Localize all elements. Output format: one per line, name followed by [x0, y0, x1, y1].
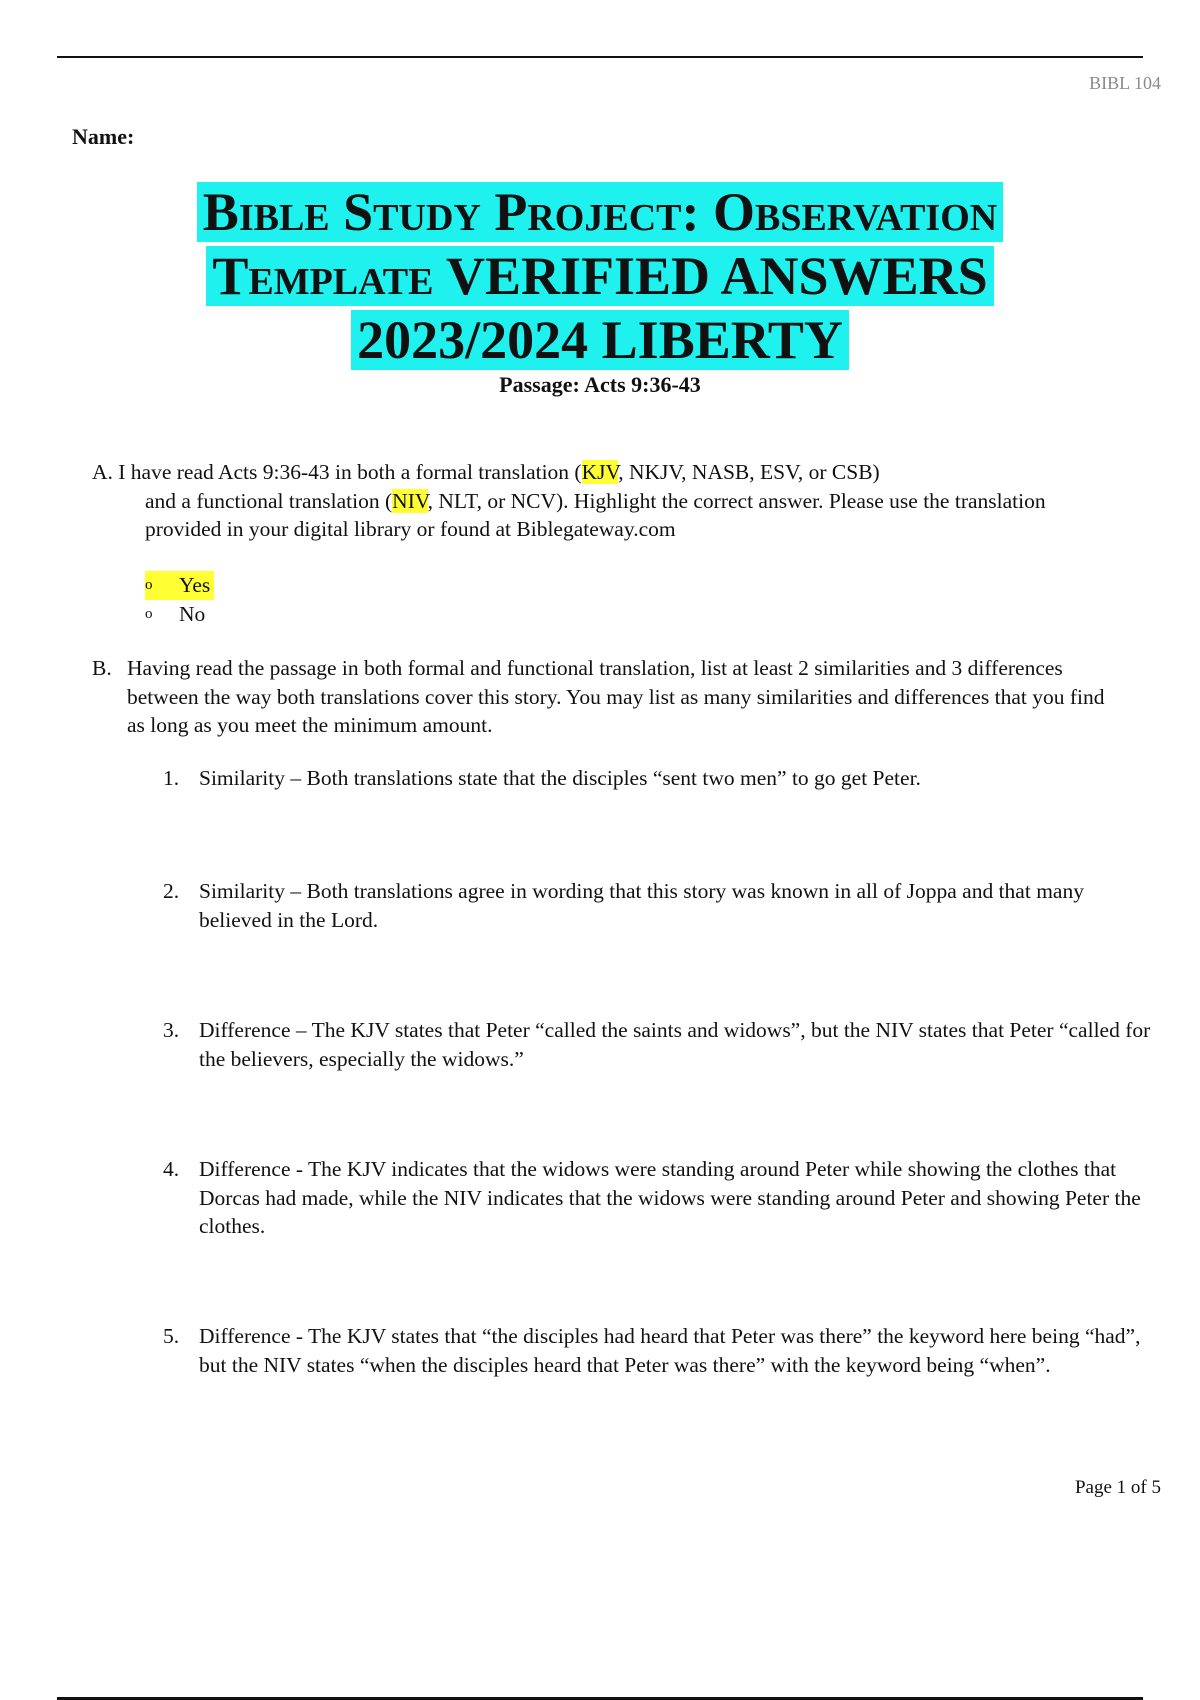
list-item-text: Similarity – Both translations state that the disciples “sent two men” to go get Peter.: [199, 766, 921, 790]
section-a-text: , NKJV, NASB, ESV, or CSB): [618, 460, 880, 484]
list-item: [163, 764, 1158, 793]
list-item-text: Difference - The KJV indicates that the widows were standing around Peter while showing the clothes that Dorcas had made, while the NIV indicates that the widows were standing around Peter and showing Peter the clothes.: [199, 1157, 1141, 1238]
list-item: [163, 1016, 1158, 1073]
answer-options: [145, 568, 214, 629]
option-label: Yes: [179, 573, 211, 597]
page-number: Page 1 of 5: [1074, 1477, 1161, 1498]
document-title: [100, 180, 1100, 372]
title-highlight: [197, 182, 1003, 370]
course-code: BIBL 104: [1089, 73, 1161, 93]
section-b-text: Having read the passage in both formal and functional translation, list at least 2 similarities and 3 differences between the way both translations cover this story. You may list as many similarities and differences that you find as long as you meet the minimum amount.: [127, 656, 1105, 737]
title-word: Observation: [712, 182, 998, 242]
list-item: [163, 877, 1158, 934]
title-word: Study: [343, 182, 481, 242]
top-rule: [57, 56, 1143, 58]
title-year: 2023/2024 LIBERTY: [357, 310, 843, 370]
section-a: [92, 458, 1092, 544]
section-a-continuation: [92, 487, 1092, 544]
section-b-marker: B.: [92, 656, 112, 680]
bullet-icon: o: [145, 577, 153, 593]
title-verified: VERIFIED ANSWERS: [446, 246, 988, 306]
list-item-number: 4.: [163, 1157, 180, 1181]
list-item: [163, 1155, 1158, 1241]
list-item-number: 3.: [163, 1018, 180, 1042]
section-b: [92, 654, 1122, 740]
section-a-text: A. I have read Acts 9:36-43 in both a formal translation (: [92, 460, 582, 484]
section-a-first-line: [92, 458, 1092, 487]
highlight-kjv: KJV: [581, 460, 619, 484]
option-no[interactable]: [145, 600, 214, 629]
list-item-number: 5.: [163, 1324, 180, 1348]
bullet-icon: o: [145, 606, 153, 622]
title-word: Bible: [202, 182, 330, 242]
list-item-text: Difference - The KJV states that “the disciples had heard that Peter was there” the keyword here being “had”, but the NIV states “when the disciples heard that Peter was there” with the keyword being “when”.: [199, 1324, 1141, 1377]
list-item-number: 2.: [163, 879, 180, 903]
list-item-text: Difference – The KJV states that Peter “called the saints and widows”, but the NIV states that Peter “called for the believers, especially the widows.”: [199, 1018, 1151, 1071]
name-label: Name:: [72, 124, 135, 149]
list-item-text: Similarity – Both translations agree in wording that this story was known in all of Joppa and that many believed in the Lord.: [199, 879, 1084, 932]
section-a-text: and a functional translation (: [145, 488, 393, 513]
list-item-number: 1.: [163, 766, 180, 790]
title-word: Project:: [494, 182, 700, 242]
title-word: Template: [212, 246, 434, 306]
option-yes[interactable]: [145, 571, 214, 600]
section-a-text: , NLT, or NCV). Highlight the correct answer. Please use the translation provided in your digital library or found at Biblegateway.com: [145, 488, 1046, 541]
option-label: No: [179, 602, 206, 626]
highlight-niv: NIV: [392, 488, 428, 513]
passage-reference: Passage: Acts 9:36-43: [499, 372, 701, 397]
list-item: [163, 1322, 1158, 1379]
